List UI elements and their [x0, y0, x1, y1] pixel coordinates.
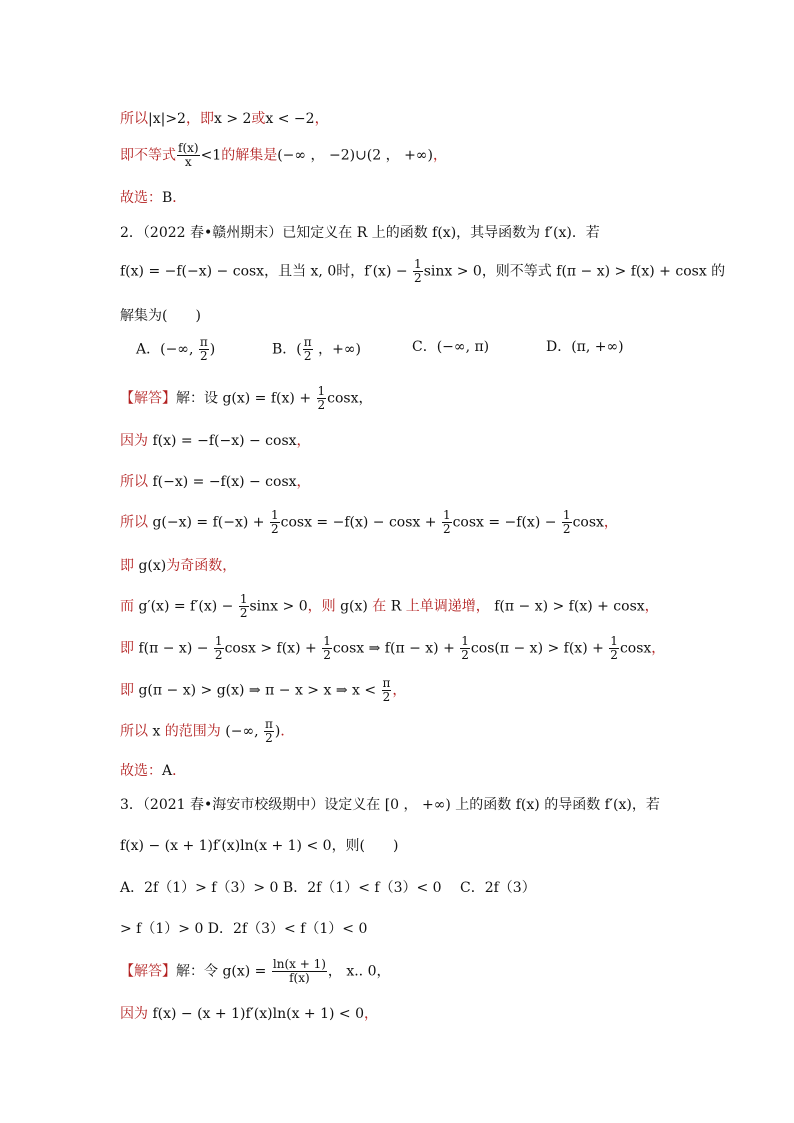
fraction-denominator: 2 [382, 690, 391, 704]
annotation-text: 因为 [120, 1006, 153, 1022]
fraction [177, 142, 200, 169]
annotation-text: 即 [120, 682, 139, 699]
annotation-text: 【解答】 [120, 963, 176, 980]
fraction-denominator: 2 [303, 349, 312, 363]
annotation-text: ， [392, 682, 407, 699]
fraction-numerator: ln(x + 1) [272, 957, 326, 971]
fraction-numerator: 1 [323, 634, 331, 648]
annotation-text: 所以 [120, 514, 153, 531]
fraction-denominator: 2 [442, 522, 451, 536]
annotation-text: ， [651, 640, 666, 657]
fraction [609, 635, 619, 662]
text-line-l13 [120, 593, 682, 620]
fraction-numerator: 1 [461, 634, 469, 648]
answer-option: C．(−∞, π) [412, 339, 490, 355]
math-text: f(x) − (x + 1)f′(x)ln(x + 1) < 0 [152, 1006, 365, 1022]
fraction [214, 635, 224, 662]
text-line-l18 [120, 794, 682, 814]
annotation-text: 故选： [120, 763, 162, 779]
fraction [322, 635, 332, 662]
fraction [272, 958, 327, 985]
math-text: 上的函数 [450, 797, 516, 813]
fraction-denominator: 2 [610, 648, 618, 662]
text-line-l10 [120, 471, 682, 491]
fraction-denominator: 2 [562, 522, 571, 536]
fraction-numerator: 1 [442, 508, 451, 522]
math-text: <1 [200, 147, 222, 164]
math-text: g′(x) = f′(x) − [138, 598, 238, 615]
math-text: f(−x) = −f(x) − cosx [152, 474, 297, 490]
math-text: A [162, 763, 173, 779]
math-text: g(x) = f(x) + [222, 390, 316, 407]
fraction [303, 336, 313, 363]
math-text: |x|>2 [148, 111, 186, 127]
fraction-denominator: 2 [317, 398, 326, 412]
fraction-numerator: 1 [317, 384, 326, 398]
math-text: f(π − x) − [138, 640, 213, 657]
math-text: ，则不等式 [481, 263, 557, 280]
math-text: ，其导函数为 [456, 225, 545, 241]
math-text: sinx > 0 [423, 263, 482, 280]
math-text: 2．（2022 春•赣州期末）已知定义在 [120, 225, 357, 241]
math-text: x [152, 723, 161, 740]
fraction [264, 718, 274, 745]
answer-option: D．(π, +∞) [546, 339, 624, 355]
math-text: [0 ， +∞) [384, 797, 451, 813]
text-line-l5 [120, 257, 726, 285]
fraction-denominator: 2 [265, 731, 273, 745]
fraction-numerator: 1 [270, 508, 279, 522]
fraction-denominator: 2 [270, 522, 279, 536]
math-text: sinx > 0 [249, 598, 308, 615]
annotation-text: ， [296, 474, 311, 490]
math-text: ，且当 x, 0时， [264, 263, 365, 280]
math-text: f(x) [432, 225, 457, 241]
math-text: 解：令 [176, 963, 223, 980]
annotation-text: ， [314, 111, 329, 127]
math-text: f(x) = −f(−x) − cosx [152, 433, 297, 449]
text-line-l8 [120, 385, 682, 412]
math-text: cosx [327, 390, 359, 407]
math-text: ， [376, 963, 391, 980]
math-text: 的导函数 [539, 797, 605, 813]
annotation-text: ， [432, 147, 447, 164]
fraction-denominator: f(x) [289, 971, 310, 985]
annotation-text: 所以 [120, 474, 153, 490]
annotation-text: ，则 [307, 598, 341, 615]
fraction-numerator: π [265, 717, 273, 731]
fraction-denominator: 2 [200, 349, 208, 363]
annotation-text: 而 [120, 598, 139, 615]
annotation-text: ， [296, 433, 311, 449]
math-text: (−∞ ， −2)∪(2 ， +∞) [277, 147, 433, 164]
math-text: R [356, 225, 368, 241]
math-text: f(x) [515, 797, 540, 813]
math-text: g(x) = [222, 963, 271, 980]
fraction-numerator: 1 [610, 634, 618, 648]
annotation-text: ， [364, 1006, 379, 1022]
text-line-l17 [120, 760, 682, 780]
annotation-text: ，即 [185, 111, 214, 127]
fraction-numerator: π [199, 335, 208, 349]
math-text: cosx ⇒ f(π − x) + [332, 640, 460, 657]
fraction-denominator: x [184, 155, 192, 169]
math-text: 解集为( ) [120, 308, 201, 324]
math-text: cosx > f(x) + [224, 640, 322, 657]
answer-option: B．( $\frac{\pi}{2}$ ，+∞) [272, 335, 361, 363]
math-text: ， [358, 390, 373, 407]
annotation-text: 或 [251, 111, 266, 127]
fraction-numerator: 1 [414, 257, 422, 271]
math-text: f′(x) − [364, 263, 413, 280]
text-line-l9 [120, 430, 682, 450]
math-text: ，则( ) [331, 838, 399, 854]
math-text: 上的函数 [367, 225, 433, 241]
annotation-text: 所以 [120, 111, 148, 127]
annotation-text: 上单调递增， [401, 598, 490, 615]
fraction [460, 635, 470, 662]
fraction [413, 258, 423, 285]
math-text: ， x.. 0 [327, 963, 377, 980]
math-text: 的 [706, 263, 726, 280]
math-text: B．2f（1）< f（3）< 0 C．2f（3） [278, 880, 536, 896]
text-line-l22 [120, 958, 682, 985]
math-text: cosx [572, 514, 604, 531]
annotation-text: 故选： [120, 190, 162, 206]
text-line-l2 [120, 142, 682, 169]
math-text: ，若 [631, 797, 660, 813]
math-text: cosx = −f(x) − cosx + [280, 514, 441, 531]
annotation-text: 所以 [120, 723, 153, 740]
text-line-l6 [120, 305, 682, 325]
annotation-text: 即 [120, 558, 139, 574]
fraction [442, 509, 452, 536]
math-text: f′(x) [604, 797, 632, 813]
text-line-l12 [120, 555, 682, 575]
fraction-denominator: 2 [461, 648, 469, 662]
annotation-text: ， [644, 598, 659, 615]
fraction [270, 509, 280, 536]
annotation-text: 因为 [120, 433, 153, 449]
text-line-l14 [120, 635, 682, 662]
text-line-l20 [120, 877, 682, 897]
fraction-numerator: f(x) [178, 141, 199, 155]
math-text: (−∞, [225, 723, 264, 740]
fraction-numerator: π [382, 676, 391, 690]
math-text: f(π − x) > f(x) + cosx [556, 263, 707, 280]
math-text: ．若 [571, 225, 600, 241]
math-text: g(−x) = f(−x) + [152, 514, 269, 531]
math-text: > f（1）> 0 D．2f（3）< f（1）< 0 [120, 921, 368, 937]
math-text: cosx [619, 640, 652, 657]
math-text: g(π − x) > g(x) ⇒ π − x > x ⇒ x < [138, 682, 381, 699]
fraction [382, 677, 392, 704]
math-text: x > 2 [213, 111, 252, 127]
text-line-l11 [120, 509, 682, 536]
text-line-l3 [120, 187, 682, 207]
math-text: 3．（2021 春•海安市校级期中）设定义在 [120, 797, 385, 813]
fraction-denominator: 2 [414, 271, 422, 285]
math-text: B [162, 190, 173, 206]
math-text: x < −2 [265, 111, 315, 127]
annotation-text: 的解集是 [221, 147, 278, 164]
fraction [199, 336, 209, 363]
math-text: A．2f（1）> f（3）> 0 [120, 880, 279, 896]
fraction-numerator: 1 [562, 508, 571, 522]
fraction-denominator: 2 [323, 648, 331, 662]
text-line-l4 [120, 222, 682, 242]
math-text: ) [274, 723, 281, 740]
text-line-l16 [120, 718, 682, 745]
fraction-numerator: 1 [239, 592, 248, 606]
answer-option: A．(−∞, $\frac{\pi}{2}$ ) [136, 335, 216, 363]
math-text: f′(x) [544, 225, 572, 241]
annotation-text: 在 [367, 598, 391, 615]
math-text: cos(π − x) > f(x) + [470, 640, 609, 657]
math-text: f(x) = −f(−x) − cosx [120, 263, 265, 280]
annotation-text: 【解答】 [120, 390, 176, 407]
annotation-text: 即 [120, 640, 139, 657]
math-text: R [390, 598, 402, 615]
annotation-text: 为奇函数， [166, 558, 237, 574]
math-text: 解：设 [176, 390, 223, 407]
math-text: g(x) [138, 558, 167, 574]
annotation-text: ． [172, 763, 187, 779]
annotation-text: 即不等式 [120, 147, 176, 164]
annotation-text: ． [172, 190, 187, 206]
fraction-denominator: 2 [214, 648, 223, 662]
text-line-l21 [120, 918, 682, 938]
fraction [562, 509, 572, 536]
fraction-numerator: π [303, 335, 312, 349]
fraction [239, 593, 249, 620]
math-text: f(x) − (x + 1)f′(x)ln(x + 1) < 0 [120, 838, 332, 854]
math-text: g(x) [340, 598, 368, 615]
annotation-text: 的范围为 [160, 723, 226, 740]
text-line-l23 [120, 1003, 682, 1023]
text-line-l1 [120, 108, 682, 128]
text-line-l19 [120, 835, 682, 855]
text-line-l15 [120, 677, 682, 704]
fraction-denominator: 2 [239, 606, 248, 620]
annotation-text: ． [280, 723, 295, 740]
math-text: f(π − x) > f(x) + cosx [489, 598, 645, 615]
fraction-numerator: 1 [214, 634, 223, 648]
math-text: cosx = −f(x) − [452, 514, 561, 531]
fraction [317, 385, 327, 412]
annotation-text: ， [603, 514, 618, 531]
